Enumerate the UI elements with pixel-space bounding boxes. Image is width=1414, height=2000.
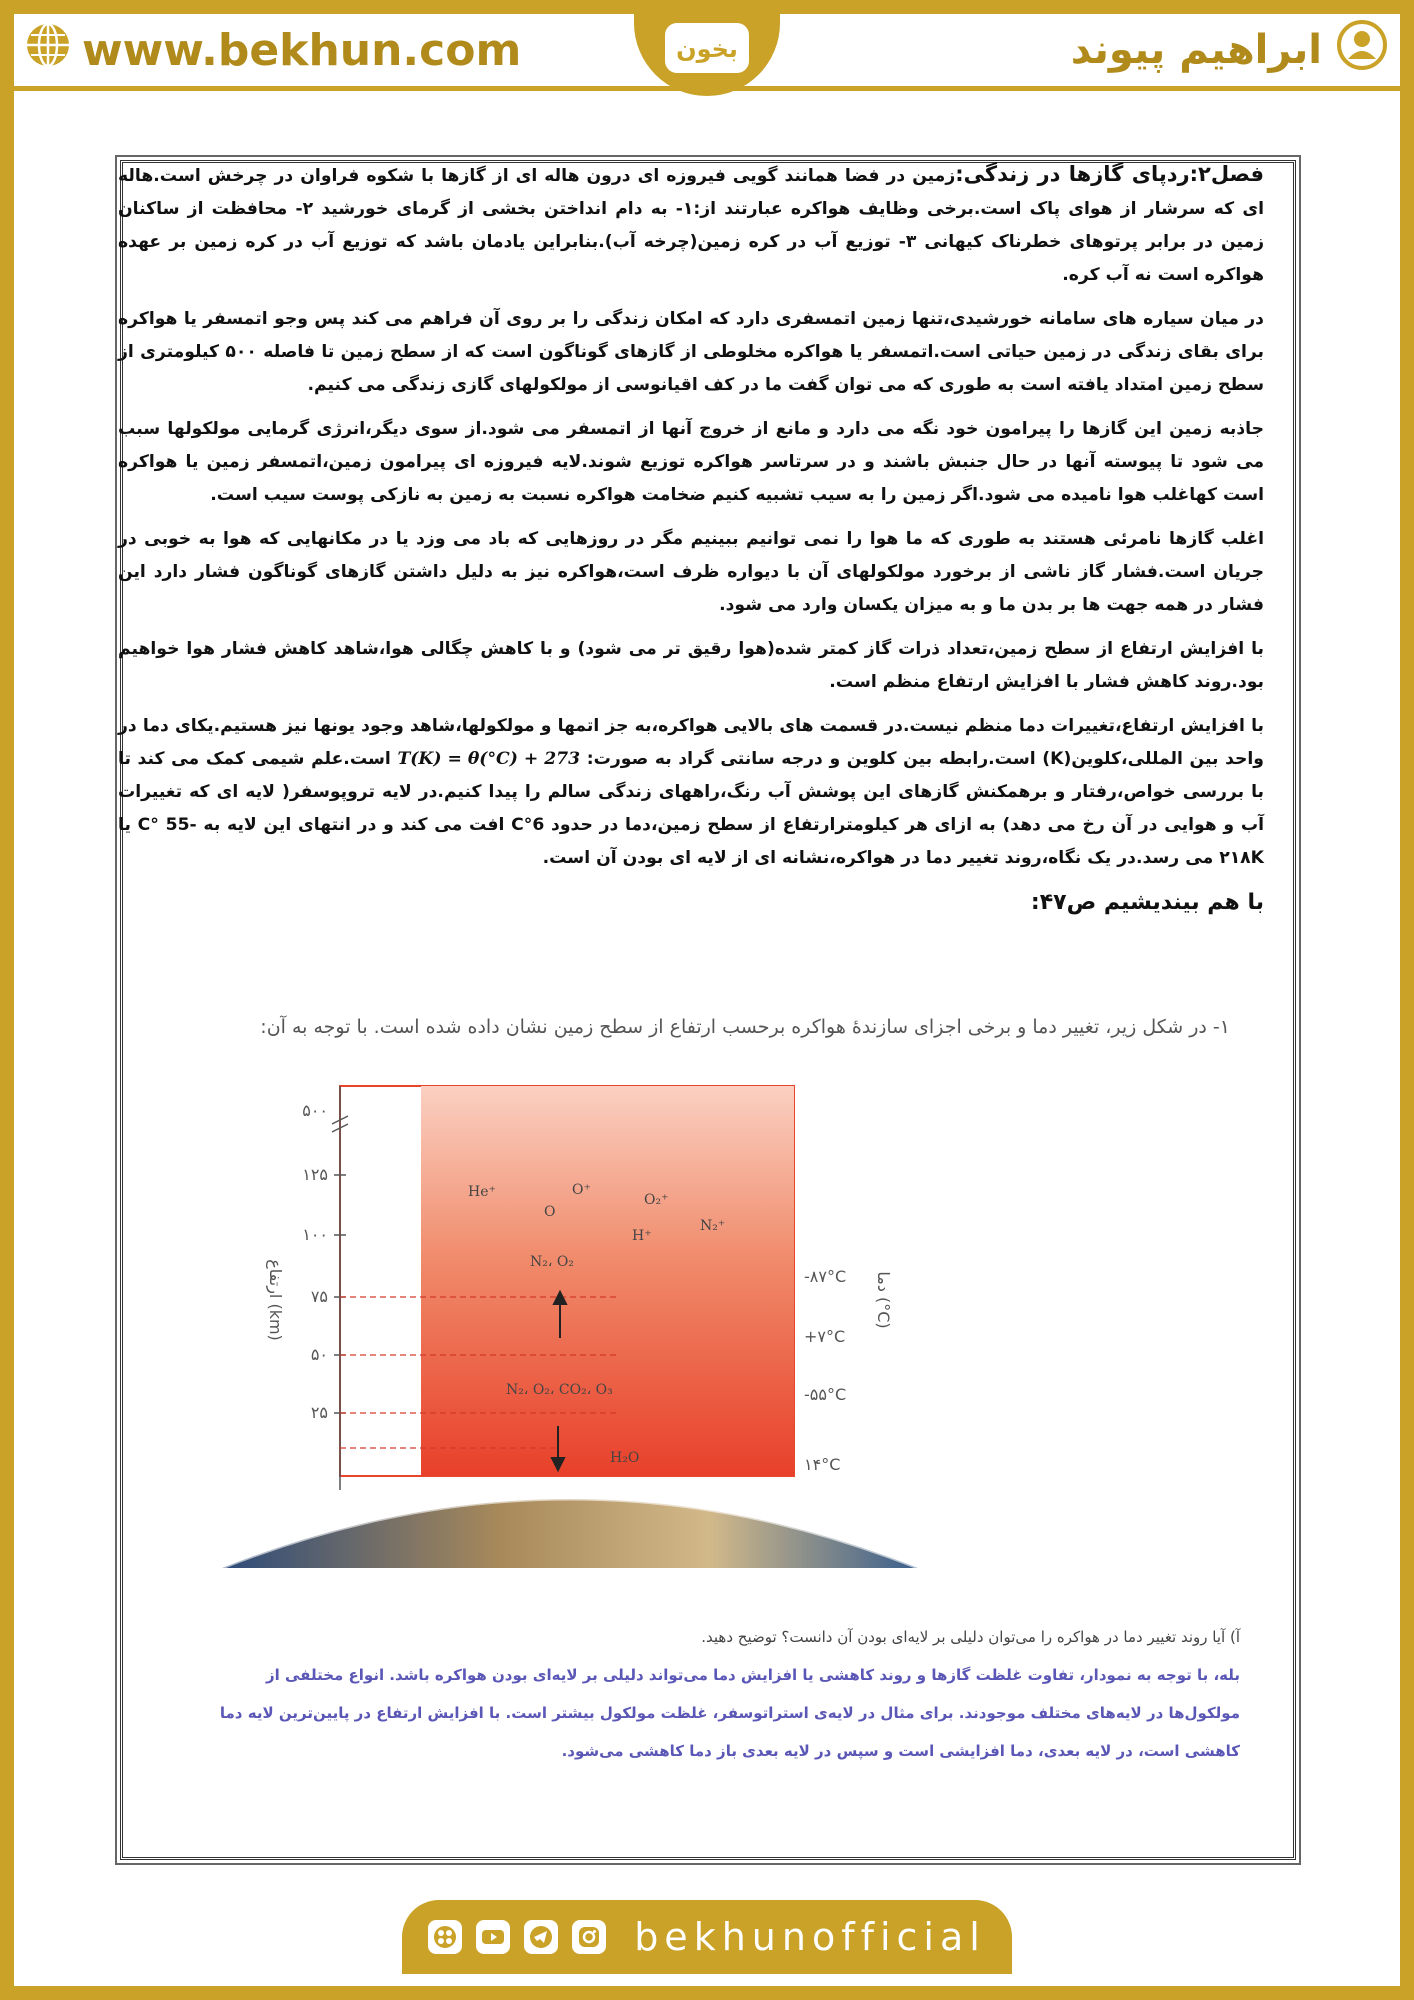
instagram-icon[interactable] [572, 1920, 606, 1954]
logo-text: بخون [676, 35, 738, 63]
think-heading: با هم بیندیشیم ص۴۷: [1030, 890, 1264, 915]
site-link[interactable] [24, 24, 521, 76]
tick-label-75: ۷۵ [310, 1287, 328, 1306]
species-lower-mix: N₂، O₂، CO₂، O₃ [506, 1382, 613, 1398]
header-bar [14, 14, 1400, 91]
species-o: O [544, 1204, 556, 1220]
brand-logo [634, 0, 780, 96]
answer-text: بله، با توجه به نمودار، تفاوت غلظت گازها و روند کاهشی یا افزایش دما می‌تواند دلیلی بر لایه‌ای بودن هواکره باشد. انواع مختلفی از مولکول‌ها در لایه‌های مختلف موجودند. برای مثال در لایه‌ی استراتوسفر، غلظت مولکول بیشتر است. با افزایش ارتفاع در پایین‌ترین لایه دما کاهشی است، در لایه بعدی، دما افزایشی است و سپس در لایه بعدی باز دما کاهشی می‌شود. [219, 1666, 1240, 1760]
globe-icon [24, 21, 72, 80]
y-axis-label: ارتفاع (km) [266, 1259, 285, 1341]
user-icon [1336, 19, 1388, 81]
aparat-icon[interactable] [428, 1920, 462, 1954]
social-handle[interactable]: bekhunofficial [634, 1915, 986, 1959]
paragraph-2: در میان سیاره های سامانه خورشیدی،تنها زمین اتمسفری دارد که امکان زندگی را بر روی آن فراهم می کند پس وجو اتمسفر یا هواکره برای بقای زندگی در زمین حیاتی است.اتمسفر یا هواکره مخلوطی از گازهای گوناگون است که از سطح زمین تا فاصله ۵۰۰ کیلومتری از سطح زمین امتداد یافته است به طوری که می توان گفت ما در کف اقیانوسی از مولکولهای گازی زندگی می کنیم. [118, 309, 1264, 395]
species-h-ion: H⁺ [632, 1228, 652, 1244]
temp-label-1: -۸۷°C [804, 1267, 847, 1286]
chapter-title: فصل۲:ردپای گازها در زندگی: [955, 162, 1264, 186]
question-part-a: آ) آیا روند تغییر دما در هواکره را می‌توان دلیلی بر لایه‌ای بودن آن دانست؟ توضیح دهید. [701, 1628, 1240, 1646]
temp-label-3: -۵۵°C [804, 1385, 847, 1404]
author-name: ابراهیم پیوند [1070, 27, 1322, 73]
author-block [1071, 24, 1388, 76]
tick-label-25: ۲۵ [310, 1403, 328, 1422]
kelvin-formula: T(K) = θ(°C) + 273 [397, 749, 581, 769]
temp-label-2: +۷°C [804, 1327, 846, 1346]
atmosphere-column [421, 1086, 794, 1476]
species-h2o: H₂O [610, 1450, 640, 1466]
tick-label-125: ۱۲۵ [302, 1165, 328, 1184]
species-o2-ion: O₂⁺ [644, 1192, 669, 1208]
tick-label-500: ۵۰۰ [302, 1101, 328, 1120]
species-n2-ion: N₂⁺ [700, 1218, 726, 1234]
tick-label-50: ۵۰ [310, 1345, 328, 1364]
site-url: www.bekhun.com [82, 24, 522, 76]
species-he: He⁺ [468, 1184, 496, 1200]
paragraph-6: با افزایش ارتفاع،تغییرات دما منظم نیست.در قسمت های بالایی هواکره،به جز اتمها و مولکولها،شاهد وجود یونها نیز هستیم.یکای دما در واحد بین المللی،کلوین(K) است.رابطه بین کلوین و درجه سانتی گراد به صورت: T(K) = θ(°C) + 273 است.علم شیمی کمک می کند تا با بررسی خواص،رفتار و برهمکنش گازهای این پوشش آب رنگ،راههای زندگی سالم را پیدا کنیم.در لایه تروپوسفر( لایه ای که تغییرات آب و هوایی در آن رخ می دهد) به ازای هر کیلومترارتفاع از سطح زمین،دما در حدود 6°C افت می کند و در انتهای این لایه به -55 °C یا ۲۱۸K می رسد.در یک نگاه،روند تغییر دما در هواکره،نشانه ای از لایه ای بودن آن است. [118, 716, 1264, 868]
paragraph-5: با افزایش ارتفاع از سطح زمین،تعداد ذرات گاز کمتر شده(هوا رقیق تر می شود) و با کاهش چگالی هوا،شاهد کاهش فشار هوا خواهیم بود.روند کاهش فشار با افزایش ارتفاع منظم است. [118, 639, 1264, 692]
species-o-ion: O⁺ [572, 1182, 591, 1198]
text-content [118, 158, 1264, 930]
species-n2-o2: N₂، O₂ [530, 1254, 574, 1270]
paragraph-4: اغلب گازها نامرئی هستند به طوری که ما هوا را نمی توانیم ببینیم مگر در روزهایی که باد می وزد یا در مکانهایی که هوا به خوبی در جریان است.فشار گاز ناشی از برخورد مولکولهای آن با دیواره ظرف است،هواکره نیز به دلیل داشتن گازهای گوناگون فشار دارد این فشار در همه جهت ها بر بدن ما و به میزان یکسان وارد می شود. [118, 529, 1264, 615]
temp-axis-label: دما (°C) [874, 1271, 893, 1329]
telegram-icon[interactable] [524, 1920, 558, 1954]
youtube-icon[interactable] [476, 1920, 510, 1954]
question-intro: ۱- در شکل زیر، تغییر دما و برخی اجزای سازندهٔ هواکره برحسب ارتفاع از سطح زمین نشان داده شده است. با توجه به آن: [260, 1016, 1230, 1038]
tick-label-100: ۱۰۰ [302, 1225, 328, 1244]
question-answer [200, 1618, 1240, 1770]
footer-bar [402, 1900, 1012, 1974]
paragraph-1: فصل۲:ردپای گازها در زندگی:زمین در فضا همانند گویی فیروزه ای درون هاله ای از گازها با شکوه فراوان در چرخش است.هاله ای که سرشار از هوای پاک است.برخی وظایف هواکره عبارتند از:۱- به دام انداختن بخشی از گرمای خورشید ۲- محافظت از ساکنان زمین در برابر پرتوهای خطرناک کیهانی ۳- توزیع آب در کره زمین(چرخه آب).بنابراین یادمان باشد که توزیع آب در کره زمین بر عهده هواکره است نه آب کره. [118, 162, 1265, 285]
paragraph-3: جاذبه زمین این گازها را پیرامون خود نگه می دارد و مانع از خروج آنها از اتمسفر می شود.از سوی دیگر،انرژی گرمایی مولکولها سبب می شود تا پیوسته آنها در حال جنبش باشند و در سرتاسر هواکره توزیع شوند.لایه فیروزه ای پیرامون زمین،اتمسفر زمین یا هواکره است کهاغلب هوا نامیده می شود.اگر زمین را به سیب تشبیه کنیم ضخامت هواکره نسبت به زمین به نازکی پوست سیب است. [118, 419, 1264, 505]
atmosphere-figure [200, 1070, 960, 1570]
temp-label-4: ۱۴°C [804, 1455, 841, 1474]
